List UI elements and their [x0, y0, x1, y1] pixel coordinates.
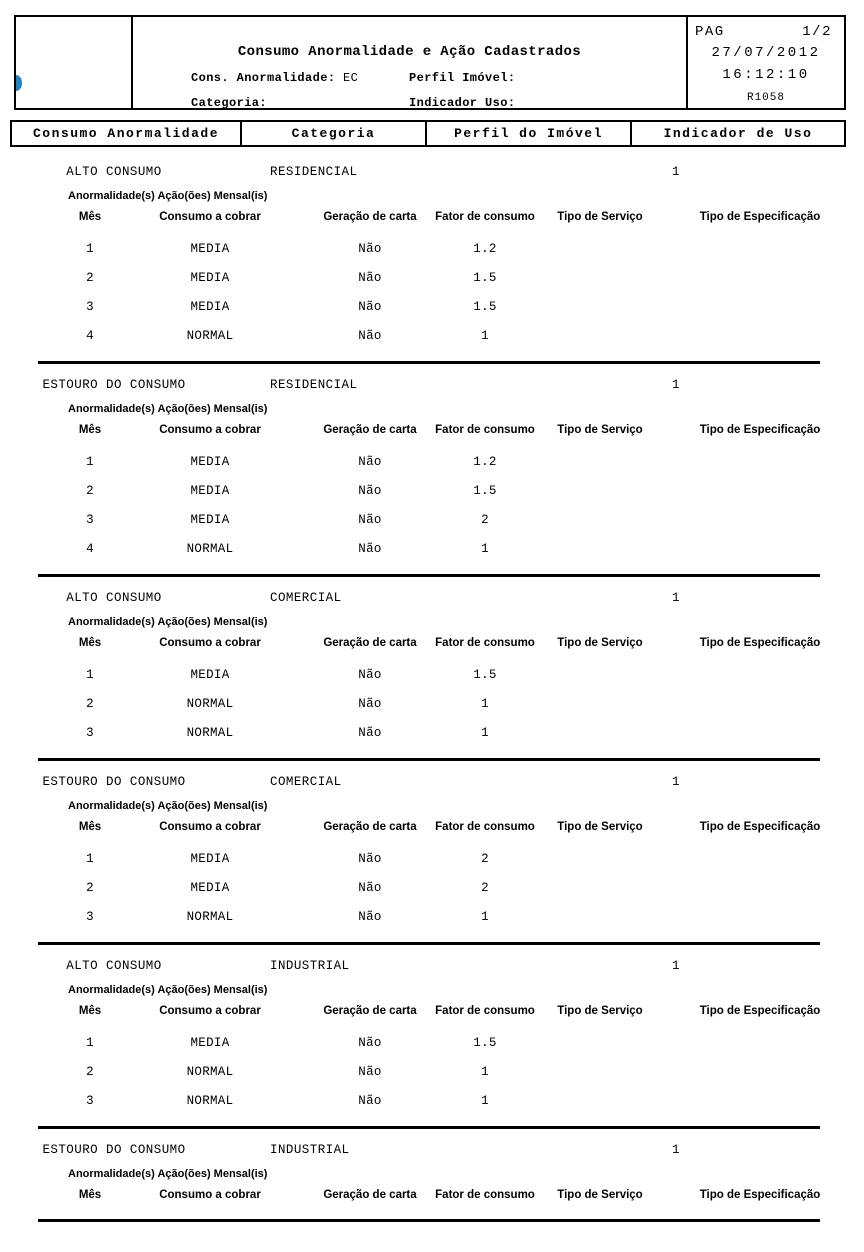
report-section [0, 378, 864, 577]
cell-consumo-a-cobrar: MEDIA [190, 271, 230, 285]
subcol-mes: Mês [78, 1189, 102, 1201]
filter-categoria [191, 96, 275, 110]
cell-consumo-a-cobrar: NORMAL [186, 910, 234, 924]
subcol-fator-de-consumo: Fator de consumo [435, 211, 535, 223]
cell-fator-de-consumo: 1.2 [473, 242, 497, 256]
subcol-fator-de-consumo: Fator de consumo [435, 1005, 535, 1017]
filter-indicador-uso-label: Indicador Uso: [409, 96, 516, 110]
cell-fator-de-consumo: 1.5 [473, 271, 497, 285]
cell-fator-de-consumo: 1.5 [473, 1036, 497, 1050]
cell-mes: 3 [86, 726, 94, 740]
subcol-tipo-de-servico: Tipo de Serviço [557, 637, 643, 649]
section-indicador-uso: 1 [672, 165, 680, 179]
section-separator-line [38, 574, 820, 577]
monthly-action-row [0, 661, 864, 690]
subcol-fator-de-consumo: Fator de consumo [435, 637, 535, 649]
sub-rows [0, 448, 864, 564]
cell-consumo-a-cobrar: NORMAL [186, 542, 234, 556]
sub-rows [0, 235, 864, 351]
filter-perfil-imovel-label: Perfil Imóvel: [409, 71, 516, 85]
subcol-mes: Mês [78, 821, 102, 833]
monthly-actions-label: Anormalidade(s) Ação(ões) Mensal(is) [68, 800, 268, 812]
cell-fator-de-consumo: 2 [481, 513, 489, 527]
subcol-tipo-de-especificacao: Tipo de Especificação [699, 637, 821, 649]
cell-consumo-a-cobrar: NORMAL [186, 726, 234, 740]
cell-mes: 2 [86, 271, 94, 285]
section-consumo-anormalidade: ESTOURO DO CONSUMO [42, 775, 186, 789]
cell-geracao-de-carta: Não [358, 513, 382, 527]
monthly-action-row [0, 264, 864, 293]
cell-geracao-de-carta: Não [358, 668, 382, 682]
subcol-geracao-de-carta: Geração de carta [323, 1005, 417, 1017]
section-separator-line [38, 942, 820, 945]
filter-categoria-label: Categoria: [191, 96, 268, 110]
sub-table-header [0, 637, 864, 653]
pag-label: PAG [695, 24, 725, 40]
cell-geracao-de-carta: Não [358, 726, 382, 740]
monthly-action-row [0, 874, 864, 903]
cell-geracao-de-carta: Não [358, 910, 382, 924]
column-header-consumo-anormalidade: Consumo Anormalidade [12, 122, 242, 145]
cell-mes: 1 [86, 852, 94, 866]
cell-consumo-a-cobrar: NORMAL [186, 697, 234, 711]
cell-geracao-de-carta: Não [358, 242, 382, 256]
cell-fator-de-consumo: 1 [481, 329, 489, 343]
column-header-categoria: Categoria [242, 122, 427, 145]
cell-consumo-a-cobrar: MEDIA [190, 668, 230, 682]
cell-geracao-de-carta: Não [358, 271, 382, 285]
section-indicador-uso: 1 [672, 1143, 680, 1157]
section-consumo-anormalidade: ESTOURO DO CONSUMO [42, 378, 186, 392]
monthly-actions-label: Anormalidade(s) Ação(ões) Mensal(is) [68, 616, 268, 628]
cell-fator-de-consumo: 1 [481, 542, 489, 556]
section-indicador-uso: 1 [672, 591, 680, 605]
subcol-tipo-de-especificacao: Tipo de Especificação [699, 821, 821, 833]
report-section [0, 775, 864, 945]
section-main-row [0, 165, 864, 181]
cell-mes: 2 [86, 697, 94, 711]
cell-fator-de-consumo: 1 [481, 726, 489, 740]
monthly-action-row [0, 506, 864, 535]
section-categoria: INDUSTRIAL [270, 959, 350, 973]
section-categoria: RESIDENCIAL [270, 378, 358, 392]
cell-mes: 3 [86, 513, 94, 527]
cell-geracao-de-carta: Não [358, 1065, 382, 1079]
logo-cell [16, 17, 133, 108]
cell-mes: 3 [86, 1094, 94, 1108]
section-consumo-anormalidade: ALTO CONSUMO [66, 591, 162, 605]
company-logo-icon [16, 75, 22, 91]
report-time: 16:12:10 [722, 67, 810, 83]
subcol-fator-de-consumo: Fator de consumo [435, 1189, 535, 1201]
report-section [0, 1143, 864, 1222]
report-date: 27/07/2012 [711, 45, 821, 61]
section-main-row [0, 1143, 864, 1159]
subcol-geracao-de-carta: Geração de carta [323, 211, 417, 223]
cell-geracao-de-carta: Não [358, 455, 382, 469]
sub-table-header [0, 1189, 864, 1205]
section-categoria: RESIDENCIAL [270, 165, 358, 179]
cell-consumo-a-cobrar: MEDIA [190, 1036, 230, 1050]
cell-consumo-a-cobrar: MEDIA [190, 300, 230, 314]
subcol-fator-de-consumo: Fator de consumo [435, 424, 535, 436]
section-indicador-uso: 1 [672, 959, 680, 973]
sub-rows [0, 661, 864, 748]
section-indicador-uso: 1 [672, 378, 680, 392]
cell-geracao-de-carta: Não [358, 697, 382, 711]
cell-mes: 1 [86, 1036, 94, 1050]
section-main-row [0, 959, 864, 975]
report-section [0, 959, 864, 1129]
cell-fator-de-consumo: 1 [481, 697, 489, 711]
cell-geracao-de-carta: Não [358, 329, 382, 343]
section-separator-line [38, 1219, 820, 1222]
filter-indicador-uso [409, 96, 523, 110]
section-main-row [0, 591, 864, 607]
monthly-action-row [0, 845, 864, 874]
cell-consumo-a-cobrar: MEDIA [190, 852, 230, 866]
monthly-action-row [0, 1087, 864, 1116]
cell-consumo-a-cobrar: NORMAL [186, 1094, 234, 1108]
subcol-tipo-de-servico: Tipo de Serviço [557, 1189, 643, 1201]
sections [0, 148, 864, 1222]
column-header-indicador-uso: Indicador de Uso [663, 126, 813, 141]
table-column-header-bar [10, 120, 846, 147]
cell-mes: 1 [86, 242, 94, 256]
subcol-consumo-a-cobrar: Consumo a cobrar [159, 1005, 261, 1017]
cell-consumo-a-cobrar: MEDIA [190, 242, 230, 256]
subcol-tipo-de-servico: Tipo de Serviço [557, 424, 643, 436]
section-consumo-anormalidade: ALTO CONSUMO [66, 959, 162, 973]
section-separator-line [38, 361, 820, 364]
cell-geracao-de-carta: Não [358, 300, 382, 314]
filter-perfil-imovel [409, 71, 523, 85]
subcol-geracao-de-carta: Geração de carta [323, 821, 417, 833]
cell-mes: 3 [86, 300, 94, 314]
cell-mes: 4 [86, 329, 94, 343]
subcol-consumo-a-cobrar: Consumo a cobrar [159, 821, 261, 833]
report-title: Consumo Anormalidade e Ação Cadastrados [237, 44, 582, 60]
section-categoria: INDUSTRIAL [270, 1143, 350, 1157]
cell-fator-de-consumo: 1.2 [473, 455, 497, 469]
section-indicador-uso: 1 [672, 775, 680, 789]
header-center [133, 17, 686, 108]
section-consumo-anormalidade: ESTOURO DO CONSUMO [42, 1143, 186, 1157]
subcol-tipo-de-servico: Tipo de Serviço [557, 1005, 643, 1017]
monthly-action-row [0, 719, 864, 748]
monthly-action-row [0, 1058, 864, 1087]
subcol-consumo-a-cobrar: Consumo a cobrar [159, 424, 261, 436]
cell-consumo-a-cobrar: NORMAL [186, 329, 234, 343]
monthly-action-row [0, 1029, 864, 1058]
subcol-mes: Mês [78, 637, 102, 649]
report-section [0, 591, 864, 761]
cell-mes: 1 [86, 668, 94, 682]
cell-fator-de-consumo: 2 [481, 852, 489, 866]
monthly-action-row [0, 235, 864, 264]
cell-mes: 1 [86, 455, 94, 469]
subcol-tipo-de-servico: Tipo de Serviço [557, 821, 643, 833]
page-number: 1/2 [802, 24, 832, 40]
report-code: R1058 [746, 92, 785, 104]
subcol-consumo-a-cobrar: Consumo a cobrar [159, 211, 261, 223]
subcol-tipo-de-servico: Tipo de Serviço [557, 211, 643, 223]
monthly-action-row [0, 690, 864, 719]
cell-fator-de-consumo: 1 [481, 910, 489, 924]
filter-cons-anormalidade-label: Cons. Anormalidade: [191, 71, 336, 85]
subcol-mes: Mês [78, 1005, 102, 1017]
sub-table-header [0, 424, 864, 440]
cell-consumo-a-cobrar: NORMAL [186, 1065, 234, 1079]
sub-table-header [0, 821, 864, 837]
subcol-geracao-de-carta: Geração de carta [323, 1189, 417, 1201]
cell-consumo-a-cobrar: MEDIA [190, 513, 230, 527]
subcol-geracao-de-carta: Geração de carta [323, 637, 417, 649]
section-separator-line [38, 1126, 820, 1129]
cell-fator-de-consumo: 1.5 [473, 300, 497, 314]
cell-geracao-de-carta: Não [358, 542, 382, 556]
cell-fator-de-consumo: 1 [481, 1094, 489, 1108]
cell-fator-de-consumo: 1 [481, 1065, 489, 1079]
column-header-perfil-imovel: Perfil do Imóvel [427, 122, 632, 145]
cell-geracao-de-carta: Não [358, 484, 382, 498]
cell-mes: 2 [86, 881, 94, 895]
filter-cons-anormalidade [191, 71, 358, 85]
cell-geracao-de-carta: Não [358, 881, 382, 895]
sub-table-header [0, 1005, 864, 1021]
section-consumo-anormalidade: ALTO CONSUMO [66, 165, 162, 179]
subcol-consumo-a-cobrar: Consumo a cobrar [159, 1189, 261, 1201]
cell-consumo-a-cobrar: MEDIA [190, 455, 230, 469]
cell-mes: 2 [86, 484, 94, 498]
section-main-row [0, 378, 864, 394]
monthly-action-row [0, 535, 864, 564]
cell-mes: 3 [86, 910, 94, 924]
report-header [14, 15, 846, 110]
cell-mes: 4 [86, 542, 94, 556]
cell-fator-de-consumo: 1.5 [473, 484, 497, 498]
subcol-tipo-de-especificacao: Tipo de Especificação [699, 211, 821, 223]
cell-geracao-de-carta: Não [358, 1094, 382, 1108]
sub-rows [0, 1029, 864, 1116]
cell-fator-de-consumo: 1.5 [473, 668, 497, 682]
sub-table-header [0, 211, 864, 227]
monthly-action-row [0, 477, 864, 506]
monthly-action-row [0, 903, 864, 932]
report-section [0, 165, 864, 364]
section-separator-line [38, 758, 820, 761]
subcol-tipo-de-especificacao: Tipo de Especificação [699, 424, 821, 436]
cell-fator-de-consumo: 2 [481, 881, 489, 895]
section-categoria: COMERCIAL [270, 591, 342, 605]
cell-geracao-de-carta: Não [358, 1036, 382, 1050]
sub-rows [0, 845, 864, 932]
subcol-mes: Mês [78, 424, 102, 436]
subcol-fator-de-consumo: Fator de consumo [435, 821, 535, 833]
subcol-consumo-a-cobrar: Consumo a cobrar [159, 637, 261, 649]
monthly-actions-label: Anormalidade(s) Ação(ões) Mensal(is) [68, 1168, 268, 1180]
subcol-tipo-de-especificacao: Tipo de Especificação [699, 1189, 821, 1201]
subcol-geracao-de-carta: Geração de carta [323, 424, 417, 436]
subcol-tipo-de-especificacao: Tipo de Especificação [699, 1005, 821, 1017]
monthly-actions-label: Anormalidade(s) Ação(ões) Mensal(is) [68, 984, 268, 996]
cell-geracao-de-carta: Não [358, 852, 382, 866]
cell-consumo-a-cobrar: MEDIA [190, 484, 230, 498]
monthly-actions-label: Anormalidade(s) Ação(ões) Mensal(is) [68, 190, 268, 202]
section-main-row [0, 775, 864, 791]
monthly-action-row [0, 448, 864, 477]
cell-mes: 2 [86, 1065, 94, 1079]
monthly-actions-label: Anormalidade(s) Ação(ões) Mensal(is) [68, 403, 268, 415]
subcol-mes: Mês [78, 211, 102, 223]
monthly-action-row [0, 322, 864, 351]
monthly-action-row [0, 293, 864, 322]
cell-consumo-a-cobrar: MEDIA [190, 881, 230, 895]
page-info-box [686, 17, 844, 108]
section-categoria: COMERCIAL [270, 775, 342, 789]
filter-cons-anormalidade-value: EC [343, 71, 359, 85]
